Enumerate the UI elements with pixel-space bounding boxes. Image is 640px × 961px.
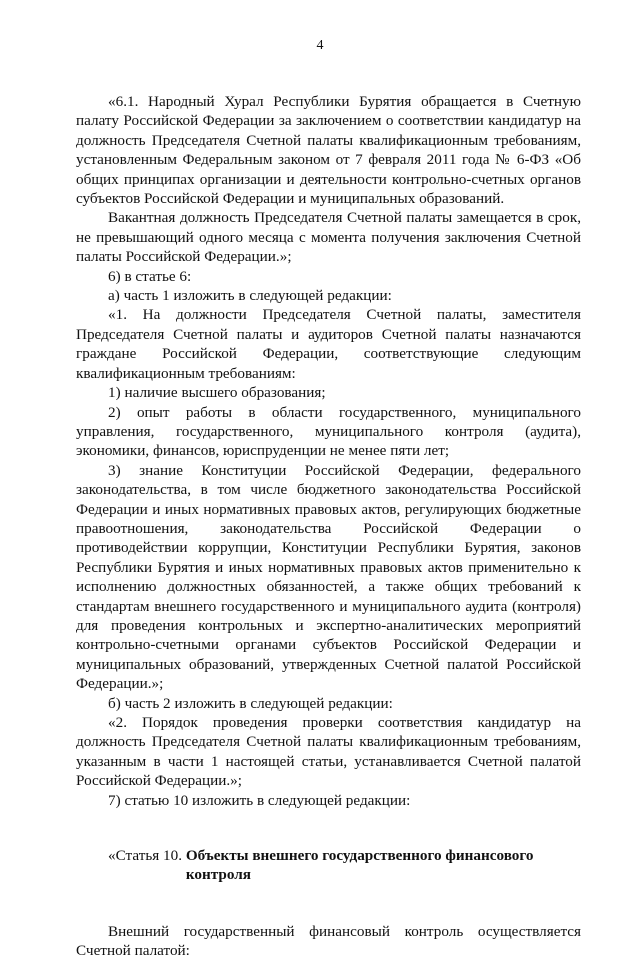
paragraph-part-2: б) часть 2 изложить в следующей редакции:	[108, 694, 393, 712]
paragraph-closing: Внешний государственный финансовый контроль осуществляется Счетной палатой:	[76, 922, 581, 960]
list-item-knowledge: 3) знание Конституции Российской Федерации, федерального законодательства, в том числе бюджетного законодательства Российской Федерации и иных нормативных правовых актов, регулирующих бюджетные правоотношения, законодательства Российской Федерации о противодействии коррупции, Конституции Республики Бурятия, законов Республики Бурятия и иных нормативных правовых актов применительно к исполнению должностных обязанностей, а также общих требований к стандартам внешнего государственного и муниципального аудита (контроля) для проведения контрольных и экспертно-аналитических мероприятий контрольно-счетными органами субъектов Российской Федерации и муниципальных образований, утвержденных Счетной палатой Российской Федерации.»;	[76, 461, 581, 693]
paragraph-article-6: 6) в статье 6:	[108, 267, 192, 285]
paragraph-part-1: а) часть 1 изложить в следующей редакции:	[108, 287, 392, 305]
paragraph-procedure: «2. Порядок проведения проверки соответствия кандидатур на должность Председателя Счетной палаты квалификационным требованиям, указанным в части 1 настоящей статьи, устанавливается Счетной палатой Российской Федерации.»;	[76, 714, 581, 790]
paragraph-vacancy: Вакантная должность Председателя Счетной палаты замещается в срок, не превышающий одного месяца с момента получения заключения Счетной палаты Российской Федерации.»;	[76, 209, 581, 266]
article-heading	[76, 846, 581, 885]
list-item-experience: 2) опыт работы в области государственного, муниципального управления, государственного, муниципального контроля (аудита), экономики, финансов, юриспруденции не менее пяти лет;	[76, 403, 581, 460]
paragraph-article-10: 7) статью 10 изложить в следующей редакции:	[108, 791, 411, 809]
list-item-education: 1) наличие высшего образования;	[108, 384, 326, 402]
paragraph-6-1: «6.1. Народный Хурал Республики Бурятия обращается в Счетную палату Российской Федерации за заключением о соответствии кандидатур на должность Председателя Счетной палаты квалификационным требованиям, установленным Федеральным законом от 7 февраля 2011 года № 6-ФЗ «Об общих принципах организации и деятельности контрольно-счетных органов субъектов Российской Федерации и муниципальных образований.	[76, 93, 581, 208]
document-body	[76, 92, 581, 961]
article-heading-prefix: «Статья 10.	[108, 847, 186, 865]
page-number: 4	[316, 38, 324, 53]
article-heading-title: Объекты внешнего государственного финансового контроля	[185, 847, 534, 884]
paragraph-requirements: «1. На должности Председателя Счетной палаты, заместителя Председателя Счетной палаты и аудиторов Счетной палаты назначаются граждане Российской Федерации, соответствующие следующим квалификационным требованиям:	[76, 306, 581, 382]
